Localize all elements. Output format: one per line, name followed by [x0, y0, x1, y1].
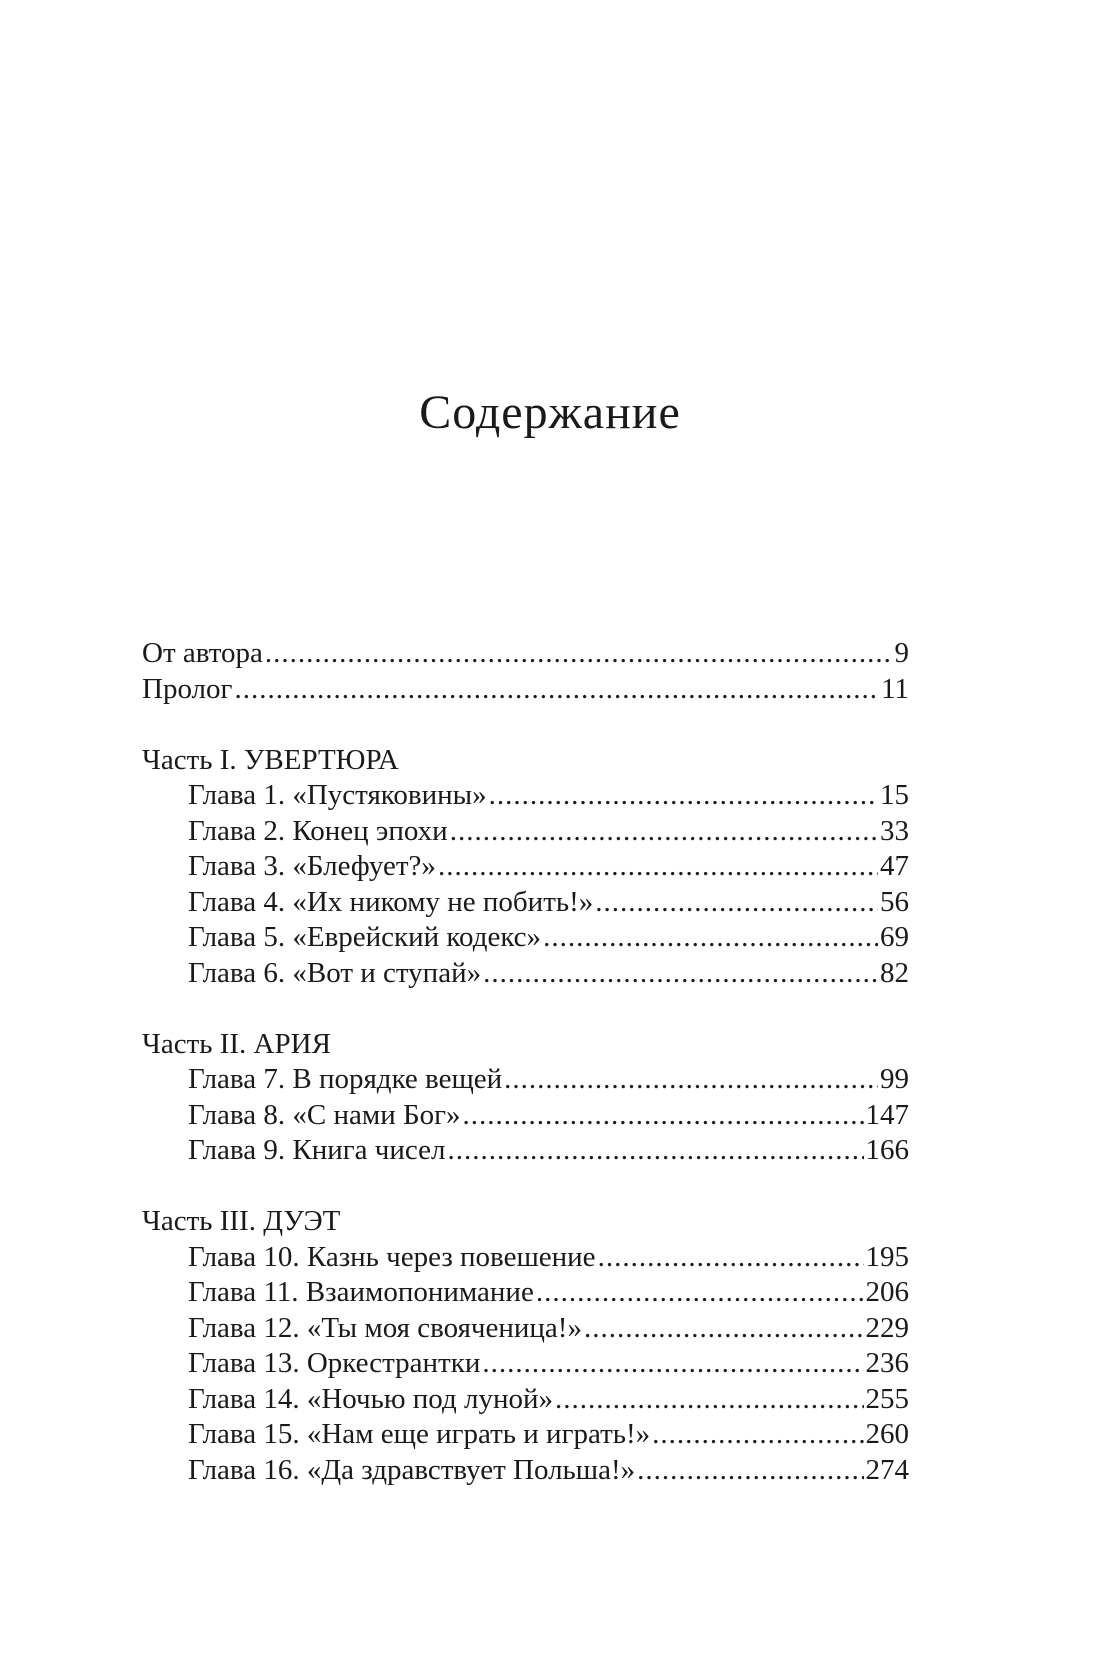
toc-entry-label: Глава 11. Взаимопонимание [188, 1276, 534, 1308]
dot-leader [536, 1275, 864, 1311]
dot-leader [447, 1133, 863, 1169]
spacer [142, 707, 909, 743]
toc-entry-label: Глава 4. «Их никому не побить!» [188, 885, 594, 918]
toc-entry-page: 274 [865, 1453, 909, 1486]
toc-entry-page: 255 [865, 1382, 909, 1415]
toc-entry-chapter-2[interactable] [142, 814, 909, 850]
toc-entry-page: 69 [880, 921, 909, 953]
dot-leader [463, 1098, 864, 1134]
dot-leader [265, 636, 893, 672]
toc-entry-label: Глава 14. «Ночью под луной» [188, 1382, 553, 1415]
toc-entry-chapter-9[interactable] [142, 1133, 909, 1169]
spacer [142, 991, 909, 1027]
toc-entry-page: 82 [880, 956, 909, 989]
toc-entry-chapter-16[interactable] [142, 1453, 909, 1489]
toc-entry-label: Пролог [142, 672, 233, 705]
toc-entry-chapter-12[interactable] [142, 1311, 909, 1347]
dot-leader [598, 1240, 864, 1276]
toc-entry-label: Глава 9. Книга чисел [188, 1134, 446, 1166]
toc-entry-label: Глава 6. «Вот и ступай» [188, 956, 482, 989]
dot-leader [652, 1417, 863, 1453]
toc-entry-page: 147 [865, 1098, 909, 1131]
toc-entry-page: 56 [880, 885, 909, 918]
toc-entry-chapter-3[interactable] [142, 849, 909, 885]
toc-entry-chapter-14[interactable] [142, 1382, 909, 1418]
dot-leader [482, 1346, 863, 1382]
toc-entry-page: 260 [865, 1418, 909, 1450]
toc-entry-label: Глава 1. «Пустяковины» [188, 779, 487, 811]
part-heading-1[interactable]: Часть I. УВЕРТЮРА [142, 743, 399, 776]
toc-entry-page: 99 [880, 1063, 909, 1095]
toc-entry-label: Глава 15. «Нам еще играть и играть!» [188, 1418, 651, 1450]
dot-leader [543, 920, 878, 956]
toc-entry-page: 229 [865, 1311, 909, 1344]
toc-entry-page: 47 [880, 850, 909, 882]
toc-entry-label: Глава 7. В порядке вещей [188, 1063, 503, 1095]
toc-entry-page: 195 [865, 1240, 909, 1273]
toc-entry-prologue[interactable] [142, 672, 909, 708]
toc-entry-page: 236 [865, 1347, 909, 1379]
toc-entry-chapter-11[interactable] [142, 1275, 909, 1311]
dot-leader [234, 672, 879, 708]
toc-entry-chapter-4[interactable] [142, 885, 909, 921]
dot-leader [584, 1311, 864, 1347]
toc-entry-page: 15 [880, 779, 909, 811]
toc-entry-label: Глава 16. «Да здравствует Польша!» [188, 1453, 636, 1486]
dot-leader [438, 849, 878, 885]
toc-entry-label: Глава 5. «Еврейский кодекс» [188, 921, 542, 953]
dot-leader [483, 956, 878, 992]
toc-entry-label: Глава 13. Оркестрантки [188, 1347, 481, 1379]
toc-entry-page: 33 [880, 814, 909, 847]
toc-entry-chapter-7[interactable] [142, 1062, 909, 1098]
part-heading-3[interactable]: Часть III. ДУЭТ [142, 1205, 341, 1237]
toc-entry-chapter-5[interactable] [142, 920, 909, 956]
part-heading-2[interactable]: Часть II. АРИЯ [142, 1027, 331, 1060]
toc-entry-label: От автора [142, 637, 263, 669]
toc-entry-foreword[interactable] [142, 636, 909, 672]
toc-entry-page: 166 [865, 1134, 909, 1166]
dot-leader [555, 1382, 864, 1418]
toc-entry-chapter-10[interactable] [142, 1240, 909, 1276]
table-of-contents [142, 636, 909, 1488]
page-title: Содержание [419, 386, 681, 439]
toc-entry-chapter-13[interactable] [142, 1346, 909, 1382]
dot-leader [450, 814, 878, 850]
toc-entry-chapter-15[interactable] [142, 1417, 909, 1453]
toc-entry-chapter-8[interactable] [142, 1098, 909, 1134]
toc-entry-chapter-1[interactable] [142, 778, 909, 814]
dot-leader [489, 778, 878, 814]
toc-entry-label: Глава 12. «Ты моя свояченица!» [188, 1311, 582, 1344]
toc-entry-label: Глава 2. Конец эпохи [188, 814, 448, 847]
toc-entry-label: Глава 10. Казнь через повешение [188, 1240, 596, 1273]
dot-leader [595, 885, 878, 921]
toc-entry-page: 206 [865, 1276, 909, 1308]
dot-leader [637, 1453, 863, 1489]
toc-entry-label: Глава 3. «Блефует?» [188, 850, 436, 882]
toc-entry-chapter-6[interactable] [142, 956, 909, 992]
toc-entry-page: 9 [894, 637, 909, 669]
spacer [142, 1169, 909, 1205]
dot-leader [504, 1062, 878, 1098]
toc-entry-label: Глава 8. «С нами Бог» [188, 1098, 461, 1131]
toc-entry-page: 11 [881, 672, 909, 705]
